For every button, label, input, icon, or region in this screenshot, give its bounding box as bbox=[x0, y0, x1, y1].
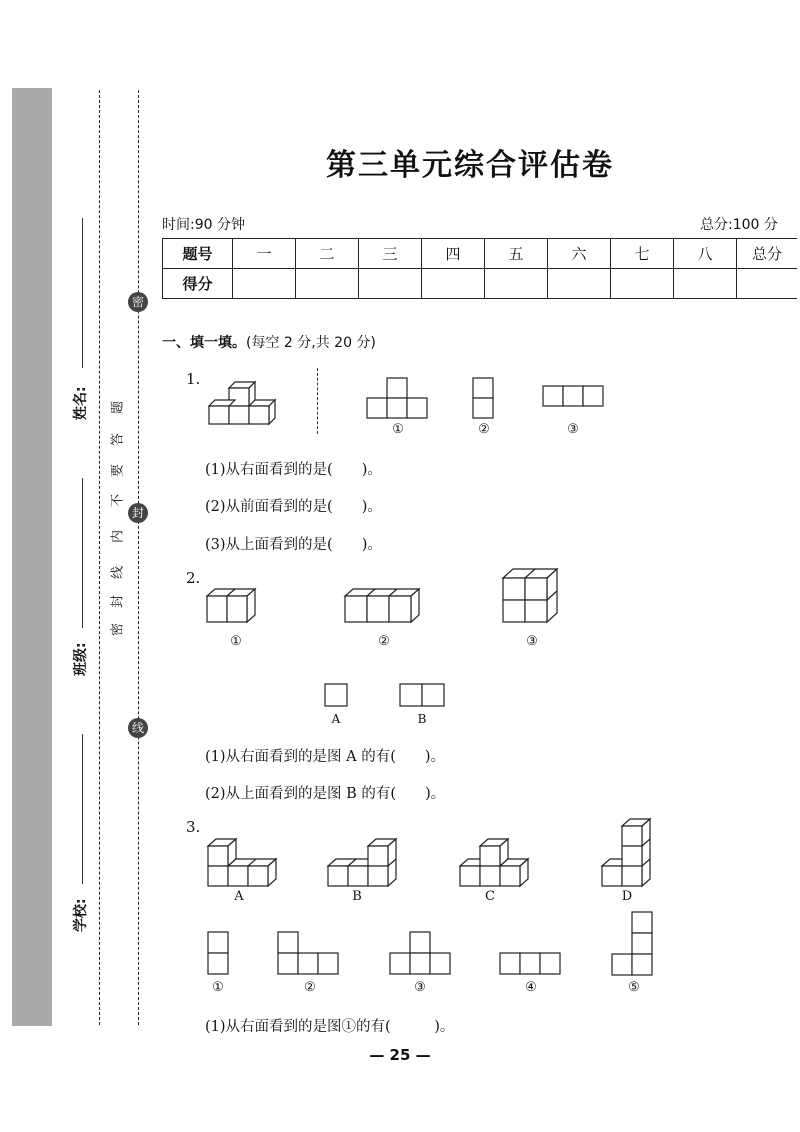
view-label: ② bbox=[304, 980, 316, 995]
cut-line-inner bbox=[138, 90, 139, 1025]
time-limit: 时间:90 分钟 bbox=[162, 217, 245, 233]
q3-view-1 bbox=[206, 930, 230, 976]
table-header-cell: 二 bbox=[296, 239, 359, 269]
score-cell[interactable] bbox=[359, 269, 422, 299]
q3-shape-a bbox=[204, 834, 282, 890]
question-number: 3. bbox=[186, 818, 201, 836]
shape-label: ③ bbox=[526, 634, 538, 649]
fill-in-item[interactable]: (3)从上面看到的是( )。 bbox=[205, 537, 382, 553]
score-cell[interactable] bbox=[233, 269, 296, 299]
total-score: 总分:100 分 bbox=[700, 217, 778, 233]
question-number: 2. bbox=[186, 569, 201, 587]
name-field[interactable] bbox=[82, 218, 83, 368]
table-header-cell: 一 bbox=[233, 239, 296, 269]
view-label: ② bbox=[478, 422, 490, 437]
shape-label: ① bbox=[230, 634, 242, 649]
fill-in-item[interactable]: (1)从右面看到的是( )。 bbox=[205, 462, 382, 478]
fill-in-item[interactable]: (2)从前面看到的是( )。 bbox=[205, 499, 382, 515]
seal-mi: 密 bbox=[128, 292, 148, 312]
view-label: ⑤ bbox=[628, 980, 640, 995]
q3-view-5 bbox=[610, 910, 656, 976]
view-label: ④ bbox=[525, 980, 537, 995]
q2-view-b bbox=[398, 682, 446, 710]
warning-char: 线 bbox=[110, 566, 126, 580]
score-cell[interactable] bbox=[674, 269, 737, 299]
q1-view-1 bbox=[366, 376, 430, 420]
view-label: ③ bbox=[414, 980, 426, 995]
table-header-cell: 四 bbox=[422, 239, 485, 269]
page-title: 第三单元综合评估卷 bbox=[326, 148, 614, 183]
q1-view-2 bbox=[472, 376, 496, 420]
class-field[interactable] bbox=[82, 478, 83, 628]
fill-in-item[interactable]: (2)从上面看到的是图 B 的有( )。 bbox=[205, 786, 446, 802]
score-cell[interactable] bbox=[485, 269, 548, 299]
seal-feng: 封 bbox=[128, 503, 148, 523]
fill-in-item[interactable]: (1)从右面看到的是图 A 的有( )。 bbox=[205, 749, 446, 765]
cut-line-outer bbox=[99, 90, 100, 1025]
table-header-cell: 总分 bbox=[737, 239, 798, 269]
view-label: ① bbox=[392, 422, 404, 437]
table-header-cell: 五 bbox=[485, 239, 548, 269]
table-header-cell: 八 bbox=[674, 239, 737, 269]
table-row bbox=[163, 269, 798, 299]
q3-shape-c bbox=[456, 834, 534, 890]
class-label: 班级: bbox=[73, 642, 89, 676]
shape-label: A bbox=[234, 889, 244, 904]
name-label: 姓名: bbox=[73, 386, 89, 420]
q3-view-3 bbox=[388, 930, 454, 976]
view-label: ③ bbox=[567, 422, 579, 437]
table-header-cell: 六 bbox=[548, 239, 611, 269]
warning-char: 封 bbox=[110, 595, 126, 609]
table-row bbox=[163, 239, 798, 269]
shape-label: C bbox=[485, 889, 495, 904]
warning-char: 不 bbox=[110, 494, 126, 508]
score-cell[interactable] bbox=[422, 269, 485, 299]
view-label: A bbox=[331, 712, 341, 726]
score-row-label: 得分 bbox=[163, 269, 233, 299]
warning-char: 题 bbox=[110, 401, 126, 415]
binding-strip bbox=[12, 88, 52, 1026]
school-field[interactable] bbox=[82, 734, 83, 884]
score-cell[interactable] bbox=[548, 269, 611, 299]
warning-char: 要 bbox=[110, 464, 126, 478]
q3-shape-d bbox=[598, 816, 658, 890]
seal-xian: 线 bbox=[128, 718, 148, 738]
q2-shape-2 bbox=[343, 586, 425, 626]
shape-label: ② bbox=[378, 634, 390, 649]
page-number: — 25 — bbox=[369, 1046, 431, 1064]
table-header-cell: 三 bbox=[359, 239, 422, 269]
score-cell[interactable] bbox=[737, 269, 798, 299]
warning-char: 答 bbox=[110, 433, 126, 447]
view-label: B bbox=[417, 712, 427, 726]
section-note: (每空 2 分,共 20 分) bbox=[246, 335, 376, 351]
school-label: 学校: bbox=[73, 898, 89, 932]
score-cell[interactable] bbox=[611, 269, 674, 299]
table-header-cell: 题号 bbox=[163, 239, 233, 269]
q3-shape-b bbox=[324, 834, 402, 890]
q2-shape-3 bbox=[500, 566, 562, 626]
score-table bbox=[162, 238, 797, 299]
shape-label: B bbox=[352, 889, 362, 904]
section-title: 一、填一填。 bbox=[162, 335, 246, 351]
q2-shape-1 bbox=[205, 586, 265, 626]
table-header-cell: 七 bbox=[611, 239, 674, 269]
q2-view-a bbox=[323, 682, 349, 710]
q3-view-2 bbox=[276, 930, 342, 976]
fill-in-item[interactable]: (1)从右面看到的是图①的有( )。 bbox=[205, 1019, 455, 1035]
warning-char: 内 bbox=[110, 530, 126, 544]
warning-char: 密 bbox=[110, 623, 126, 637]
shape-label: D bbox=[621, 889, 633, 904]
q1-solid-figure bbox=[200, 372, 290, 434]
q3-view-4 bbox=[498, 951, 564, 976]
view-label: ① bbox=[212, 980, 224, 995]
divider bbox=[317, 368, 318, 434]
question-number: 1. bbox=[186, 370, 201, 388]
q1-view-3 bbox=[542, 384, 606, 408]
score-cell[interactable] bbox=[296, 269, 359, 299]
section-heading bbox=[162, 332, 376, 352]
